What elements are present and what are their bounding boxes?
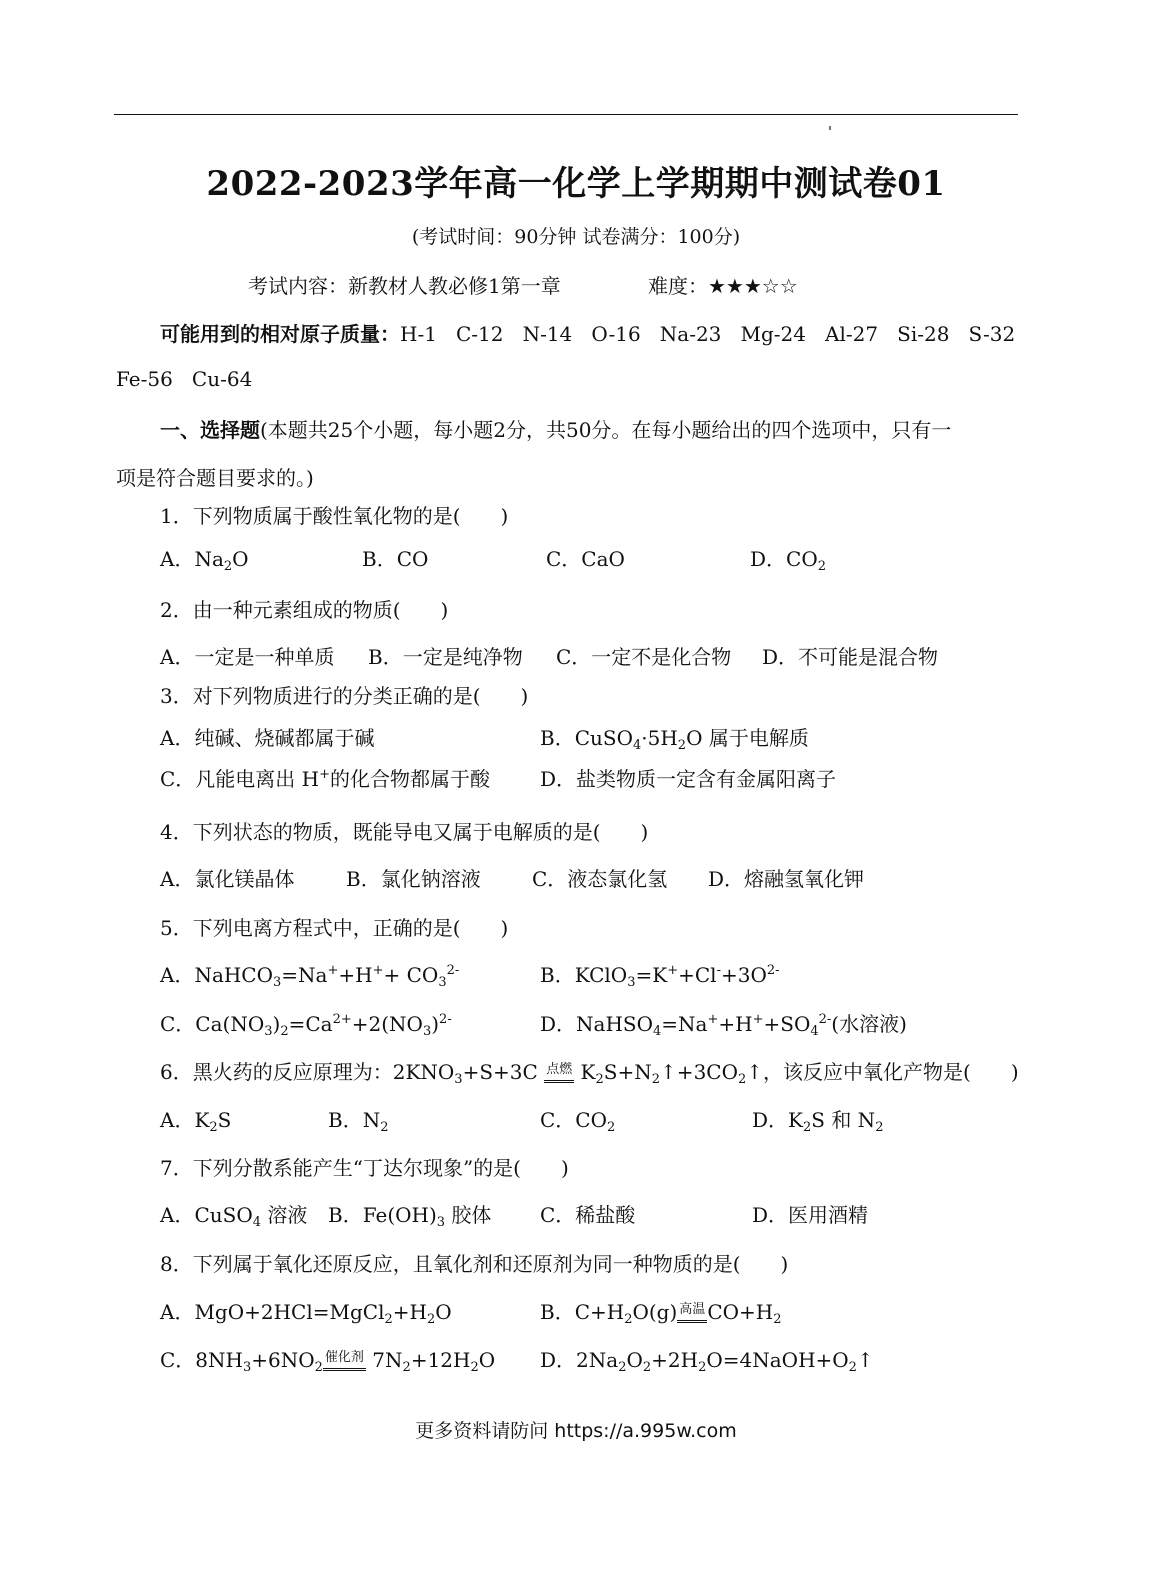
q2-stem: 2．由一种元素组成的物质( ) (160, 598, 449, 622)
q6-stem: 6．黑火药的反应原理为：$2KNO_3+S+3C$ 点燃 $K_2S+N_2↑+3CO_2↑$，该反应中氧化产物是( ) (160, 1060, 1019, 1087)
q4-option-c: C．液态氯化氢 (532, 867, 668, 891)
q8-option-a: A．$MgO+2HCl=MgCl_2+H_2O$ (160, 1300, 452, 1327)
q6-option-b: B．$N_2$ (328, 1108, 389, 1135)
atomic-mass-line-2: Fe-56 Cu-64 (116, 367, 253, 391)
q4-option-a: A．氯化镁晶体 (160, 867, 295, 891)
q3-stem: 3．对下列物质进行的分类正确的是( ) (160, 684, 529, 708)
q1-option-a: A．$Na_2O$ (160, 547, 249, 574)
difficulty (648, 270, 798, 299)
atomic-mass-values-1: H-1 C-12 N-14 O-16 Na-23 Mg-24 Al-27 Si-28 S-32 (400, 322, 1016, 346)
reaction-condition-ignite: 点燃 (544, 1063, 574, 1083)
q2-option-b: B．一定是纯净物 (368, 645, 523, 669)
q4-stem: 4．下列状态的物质，既能导电又属于电解质的是( ) (160, 820, 649, 844)
section1-heading-line (160, 414, 951, 443)
difficulty-label: 难度： (648, 274, 708, 298)
exam-info: (考试时间：90分钟 试卷满分：100分) (411, 226, 741, 248)
q1-option-d: D．$CO_2$ (750, 547, 827, 574)
q7-option-b: B．$Fe(OH)_3$ 胶体 (328, 1203, 492, 1230)
section1-heading: 一、选择题 (160, 418, 260, 442)
exam-content (248, 270, 561, 299)
q1-option-b: B．CO (362, 547, 429, 571)
q5-option-c: C．$Ca(NO_3)_2=Ca^{2+}+2(NO_3)^{2-}$ (160, 1012, 452, 1039)
q6-option-a: A．$K_2S$ (160, 1108, 232, 1135)
q7-option-c: C．稀盐酸 (540, 1203, 636, 1227)
content-label: 考试内容：新教材人教必修1第一章 (248, 274, 561, 298)
q3-option-d: D．盐类物质一定含有金属阳离子 (540, 767, 837, 791)
q6-option-d: D．$K_2S$ 和 $N_2$ (752, 1108, 884, 1135)
q8-option-c: C．$8NH_3+6NO_2$催化剂 $7N_2+12H_2O$ (160, 1348, 496, 1375)
q2-option-a: A．一定是一种单质 (160, 645, 335, 669)
q5-stem: 5．下列电离方程式中，正确的是( ) (160, 916, 509, 940)
section1-desc-2: 项是符合题目要求的。) (116, 466, 314, 490)
q6-option-c: C．$CO_2$ (540, 1108, 616, 1135)
q4-option-b: B．氯化钠溶液 (346, 867, 481, 891)
q8-option-d: D．$2Na_2O_2+2H_2O=4NaOH+O_2↑$ (540, 1348, 874, 1375)
reaction-condition-high-temp: 高温 (677, 1303, 707, 1323)
q5-option-d: D．$NaHSO_4=Na^++H^++SO_4^{2-}$(水溶液) (540, 1012, 907, 1039)
q7-stem: 7．下列分散系能产生“丁达尔现象”的是( ) (160, 1156, 569, 1180)
q2-option-c: C．一定不是化合物 (556, 645, 732, 669)
top-rule (114, 114, 1018, 115)
q3-option-c: C．凡能电离出 H+的化合物都属于酸 (160, 767, 491, 791)
page-title: 2022-2023学年高一化学上学期期中测试卷01 (206, 164, 946, 204)
section1-desc-1: (本题共25个小题，每小题2分，共50分。在每小题给出的四个选项中，只有一 (260, 418, 952, 442)
footer-link[interactable]: 更多资料请防问 https://a.995w.com (415, 1420, 737, 1442)
atomic-mass-label: 可能用到的相对原子质量： (160, 322, 400, 346)
q5-option-a: A．NaHCO$_3$=Na++H++ $CO_3^{2-}$ (160, 963, 460, 990)
q8-option-b: B．$C+H_2O(g)$ 高温 $CO+H_2$ (540, 1300, 782, 1327)
q5-option-b: B．$KClO_3=K^++Cl^-+3O^{2-}$ (540, 963, 780, 990)
q7-option-d: D．医用酒精 (752, 1203, 869, 1227)
q4-option-d: D．熔融氢氧化钾 (708, 867, 865, 891)
q1-option-c: C．CaO (546, 547, 625, 571)
q3-option-a: A．纯碱、烧碱都属于碱 (160, 726, 375, 750)
atomic-mass-line-1 (160, 318, 1015, 347)
q3-option-b: B．$CuSO_4\cdot 5H_2O$ 属于电解质 (540, 726, 809, 753)
q8-stem: 8．下列属于氧化还原反应，且氧化剂和还原剂为同一种物质的是( ) (160, 1252, 789, 1276)
q7-option-a: A．CuSO$_4$ 溶液 (160, 1203, 308, 1230)
reaction-condition-catalyst: 催化剂 (323, 1351, 366, 1371)
page-mark (829, 126, 831, 130)
q1-stem: 1．下列物质属于酸性氧化物的是( ) (160, 504, 509, 528)
difficulty-stars-icon: ★★★☆☆ (708, 274, 798, 298)
q2-option-d: D．不可能是混合物 (762, 645, 939, 669)
